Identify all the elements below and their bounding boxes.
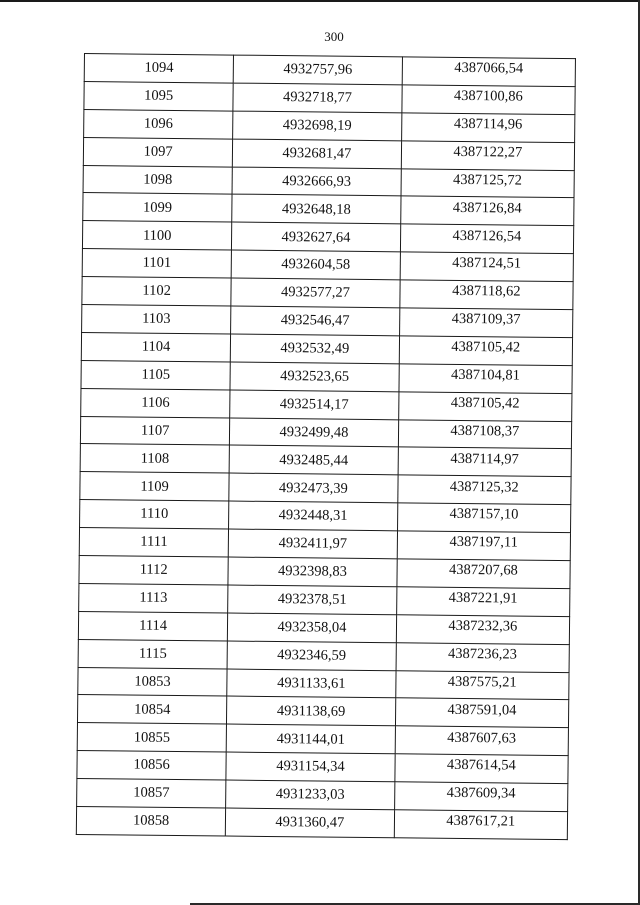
point-number-cell (77, 723, 227, 752)
point-number-cell-text: 1099 (142, 199, 173, 216)
point-number-cell (84, 54, 234, 83)
y-coordinate-cell (399, 336, 573, 366)
point-number-cell-text: 1100 (142, 227, 172, 244)
y-coordinate-cell-text: 4387105,42 (451, 338, 521, 356)
point-number-cell (81, 388, 231, 417)
point-number-cell-text: 1101 (142, 255, 172, 272)
y-coordinate-cell (399, 280, 573, 310)
x-coordinate-cell-text: 4931360,47 (275, 814, 345, 832)
point-number-cell-text: 1107 (140, 422, 170, 439)
point-number-cell-text: 1111 (140, 533, 168, 551)
x-coordinate-cell-text: 4932666,93 (282, 172, 352, 190)
y-coordinate-cell-text: 4387109,37 (451, 311, 521, 328)
point-number-cell-text: 1105 (141, 366, 171, 383)
x-coordinate-cell-text: 4932546,47 (280, 312, 350, 329)
y-coordinate-cell (394, 782, 568, 812)
x-coordinate-cell-text: 4932346,59 (277, 646, 347, 664)
point-number-cell-text: 1097 (143, 143, 173, 160)
point-number-cell-text: 10858 (132, 812, 170, 830)
y-coordinate-cell (401, 168, 575, 198)
y-coordinate-cell-text: 4387197,11 (449, 534, 518, 551)
x-coordinate-cell-text: 4931138,69 (276, 702, 346, 720)
table-row (76, 807, 567, 840)
x-coordinate-cell (231, 278, 400, 308)
y-coordinate-cell-text: 4387607,63 (447, 729, 517, 747)
x-coordinate-cell (228, 585, 397, 615)
point-number-cell-text: 1110 (140, 506, 169, 523)
point-number-cell (78, 667, 228, 696)
y-coordinate-cell (397, 531, 571, 561)
x-coordinate-cell (226, 724, 395, 754)
point-number-cell (82, 277, 232, 306)
point-number-cell (77, 779, 227, 808)
y-coordinate-cell (401, 140, 575, 170)
point-number-cell-text: 10855 (133, 729, 171, 746)
point-number-cell-text: 1106 (141, 394, 170, 411)
x-coordinate-cell-text: 4932473,39 (278, 479, 348, 497)
x-coordinate-cell (231, 306, 400, 336)
x-coordinate-cell (232, 167, 401, 197)
y-coordinate-cell (402, 57, 576, 87)
y-coordinate-cell (395, 726, 569, 756)
y-coordinate-cell-text: 4387118,62 (452, 283, 521, 300)
x-coordinate-cell (226, 752, 395, 782)
point-number-cell-text: 1104 (141, 338, 171, 356)
y-coordinate-cell-text: 4387575,21 (447, 673, 517, 691)
y-coordinate-cell (398, 392, 572, 422)
y-coordinate-cell-text: 4387617,21 (446, 813, 516, 830)
point-number-cell-text: 1094 (144, 59, 174, 77)
y-coordinate-cell (400, 224, 574, 254)
point-number-cell (80, 444, 230, 473)
coordinates-table (76, 53, 576, 840)
point-number-cell-text: 1115 (138, 645, 167, 662)
y-coordinate-cell (396, 587, 570, 617)
point-number-cell-text: 1098 (143, 171, 173, 188)
point-number-cell-text: 1102 (142, 282, 171, 300)
y-coordinate-cell-text: 4387066,54 (454, 60, 524, 77)
y-coordinate-cell (400, 252, 574, 282)
x-coordinate-cell (227, 641, 396, 671)
point-number-cell (79, 583, 229, 612)
point-number-cell (80, 500, 230, 529)
x-coordinate-cell (230, 362, 399, 392)
y-coordinate-cell (402, 85, 576, 115)
point-number-cell (78, 639, 228, 668)
y-coordinate-cell-text: 4387591,04 (447, 701, 517, 719)
x-coordinate-cell (231, 334, 400, 364)
point-number-cell (83, 193, 233, 222)
point-number-cell (84, 81, 234, 110)
y-coordinate-cell (401, 113, 575, 143)
y-coordinate-cell (399, 308, 573, 338)
point-number-cell-text: 10856 (133, 757, 170, 774)
y-coordinate-cell-text: 4387114,97 (450, 450, 519, 468)
point-number-cell-text: 1114 (139, 617, 168, 634)
x-coordinate-cell-text: 4932681,47 (282, 144, 352, 162)
x-coordinate-cell (233, 111, 402, 141)
y-coordinate-cell-text: 4387104,81 (450, 366, 520, 384)
point-number-cell (80, 416, 230, 445)
x-coordinate-cell (228, 613, 397, 643)
y-coordinate-cell (397, 475, 571, 505)
point-number-cell (83, 165, 233, 194)
y-coordinate-cell-text: 4387609,34 (446, 785, 516, 802)
y-coordinate-cell-text: 4387108,37 (450, 422, 520, 440)
x-coordinate-cell (233, 139, 402, 169)
point-number-cell (78, 611, 228, 640)
y-coordinate-cell-text: 4387114,96 (453, 115, 523, 133)
x-coordinate-cell (229, 501, 398, 531)
y-coordinate-cell-text: 4387125,32 (449, 478, 519, 496)
x-coordinate-cell (228, 557, 397, 587)
x-coordinate-cell-text: 4931233,03 (275, 786, 345, 804)
y-coordinate-cell-text: 4387126,84 (452, 199, 522, 217)
point-number-cell-text: 10853 (134, 673, 171, 690)
y-coordinate-cell-text: 4387124,51 (452, 255, 522, 273)
x-coordinate-cell (231, 250, 400, 280)
y-coordinate-cell-text: 4387232,36 (448, 617, 518, 635)
x-coordinate-cell (232, 222, 401, 252)
x-coordinate-cell-text: 4932485,44 (279, 451, 349, 469)
y-coordinate-cell-text: 4387126,54 (452, 227, 522, 245)
x-coordinate-cell (229, 446, 398, 476)
x-coordinate-cell-text: 4932514,17 (279, 395, 349, 413)
y-coordinate-cell (397, 559, 571, 589)
x-coordinate-cell-text: 4932378,51 (277, 591, 347, 608)
point-number-cell (82, 249, 232, 278)
y-coordinate-cell-text: 4387125,72 (452, 171, 523, 189)
point-number-cell (83, 137, 233, 166)
point-number-cell (77, 695, 227, 724)
point-number-cell (82, 221, 232, 250)
point-number-cell-text: 1095 (144, 87, 174, 105)
x-coordinate-cell (230, 390, 399, 420)
y-coordinate-cell-text: 4387236,23 (448, 645, 518, 663)
y-coordinate-cell (399, 364, 573, 394)
x-coordinate-cell-text: 4932627,64 (281, 228, 351, 246)
y-coordinate-cell (398, 447, 572, 477)
x-coordinate-cell-text: 4932718,77 (282, 89, 353, 106)
x-coordinate-cell-text: 4932358,04 (277, 619, 347, 636)
x-coordinate-cell (227, 697, 396, 727)
x-coordinate-cell-text: 4932448,31 (278, 507, 348, 525)
point-number-cell-text: 1109 (140, 478, 169, 495)
y-coordinate-cell-text: 4387122,27 (453, 143, 523, 161)
x-coordinate-cell-text: 4932604,58 (281, 256, 351, 274)
x-coordinate-cell (229, 529, 398, 559)
y-coordinate-cell-text: 4387105,42 (450, 394, 520, 412)
point-number-cell-text: 1108 (140, 450, 170, 467)
coordinates-table-body (76, 54, 575, 840)
point-number-cell-text: 1113 (139, 589, 168, 607)
y-coordinate-cell (397, 503, 571, 533)
x-coordinate-cell (233, 55, 402, 85)
y-coordinate-cell (396, 643, 570, 673)
point-number-cell (77, 751, 227, 780)
x-coordinate-cell-text: 4932757,96 (283, 61, 353, 78)
x-coordinate-cell (232, 195, 401, 225)
y-coordinate-cell (395, 754, 569, 784)
x-coordinate-cell-text: 4931154,34 (276, 758, 345, 776)
x-coordinate-cell-text: 4932398,83 (278, 563, 348, 581)
x-coordinate-cell-text: 4932523,65 (280, 368, 350, 385)
x-coordinate-cell-text: 4932577,27 (280, 284, 350, 302)
point-number-cell (82, 305, 232, 334)
point-number-cell (81, 360, 231, 389)
point-number-cell (76, 807, 226, 836)
y-coordinate-cell-text: 4387207,68 (448, 562, 518, 579)
x-coordinate-cell-text: 4932499,48 (279, 423, 349, 441)
page-number: 300 (324, 29, 344, 44)
y-coordinate-cell-text: 4387221,91 (448, 589, 518, 607)
x-coordinate-cell (227, 669, 396, 699)
y-coordinate-cell-text: 4387100,86 (453, 87, 523, 105)
x-coordinate-cell (226, 780, 395, 810)
x-coordinate-cell-text: 4931144,01 (276, 730, 346, 748)
y-coordinate-cell (394, 810, 568, 840)
point-number-cell (79, 528, 229, 557)
point-number-cell (79, 556, 229, 585)
x-coordinate-cell (226, 808, 395, 838)
point-number-cell-text: 1096 (143, 115, 173, 132)
point-number-cell-text: 1112 (139, 561, 168, 579)
y-coordinate-cell (395, 670, 569, 700)
point-number-cell-text: 10854 (134, 701, 171, 718)
y-coordinate-cell-text: 4387157,10 (449, 506, 519, 524)
point-number-cell (80, 472, 230, 501)
point-number-cell-text: 10857 (133, 784, 170, 802)
x-coordinate-cell-text: 4932411,97 (278, 535, 348, 553)
x-coordinate-cell (229, 473, 398, 503)
x-coordinate-cell-text: 4932698,19 (282, 117, 352, 134)
scan-edge-top (0, 0, 640, 2)
point-number-cell (81, 332, 231, 361)
y-coordinate-cell (400, 196, 574, 226)
point-number-cell-text: 1103 (142, 310, 171, 328)
y-coordinate-cell-text: 4387614,54 (446, 757, 516, 775)
x-coordinate-cell (230, 418, 399, 448)
y-coordinate-cell (395, 698, 569, 728)
point-number-cell (84, 109, 234, 138)
x-coordinate-cell (233, 83, 402, 113)
x-coordinate-cell-text: 4932532,49 (280, 340, 350, 357)
y-coordinate-cell (398, 419, 572, 449)
x-coordinate-cell-text: 4932648,18 (281, 200, 351, 218)
x-coordinate-cell-text: 4931133,61 (277, 674, 346, 692)
y-coordinate-cell (396, 615, 570, 645)
